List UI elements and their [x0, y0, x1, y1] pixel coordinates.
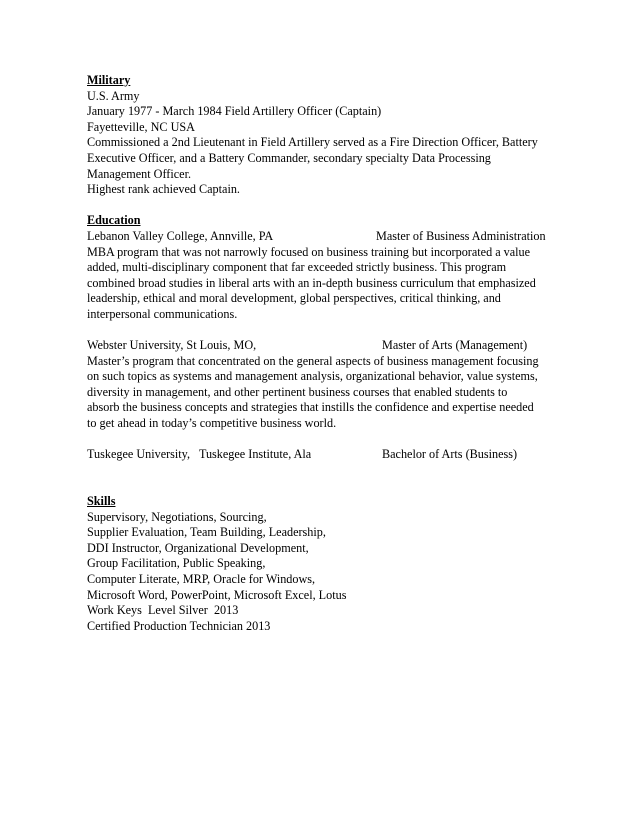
military-line: Executive Officer, and a Battery Commander, secondary specialty Data Processing — [87, 150, 491, 165]
education-description-line: added, multi-disciplinary component that far exceeded strictly business. This program — [87, 260, 507, 275]
skills-heading: Skills — [87, 494, 116, 509]
education-school: Lebanon Valley College, Annville, PA — [87, 228, 274, 243]
skills-line: Computer Literate, MRP, Oracle for Windows, — [87, 572, 316, 586]
education-description-line: to get ahead in today’s competitive business world. — [87, 416, 337, 431]
education-entry-header — [87, 229, 557, 245]
skills-line: DDI Instructor, Organizational Development, — [87, 540, 309, 555]
skills-line: Supplier Evaluation, Team Building, Leadership, — [87, 525, 326, 540]
education-degree: Master of Arts (Management) — [382, 338, 528, 353]
education-description-line: interpersonal communications. — [87, 306, 238, 321]
education-description-line: MBA program that was not narrowly focused on business training but incorporated a value — [87, 244, 531, 259]
education-description-line: on such topics as systems and management analysis, organizational behavior, value systems, — [87, 369, 538, 384]
skills-line: Certified Production Technician 2013 — [87, 618, 271, 633]
military-line: Management Officer. — [87, 166, 192, 181]
military-line: Fayetteville, NC USA — [87, 119, 195, 134]
education-description-line: absorb the business concepts and strategies that instills the confidence and expertise needed — [87, 400, 534, 415]
education-description-line: Master’s program that concentrated on the general aspects of business management focusing — [87, 353, 539, 368]
education-heading: Education — [87, 213, 141, 228]
skills-line: Microsoft Word, PowerPoint, Microsoft Excel, Lotus — [87, 587, 347, 602]
education-degree: Master of Business Administration — [376, 228, 546, 243]
skills-line: Group Facilitation, Public Speaking, — [87, 556, 266, 571]
education-entry-header — [87, 338, 557, 354]
military-line: Highest rank achieved Captain. — [87, 182, 240, 197]
education-description-line: combined broad studies in liberal arts with an in-depth business curriculum that emphasized — [87, 275, 536, 290]
education-degree: Bachelor of Arts (Business) — [382, 447, 518, 462]
education-school: Webster University, St Louis, MO, — [87, 338, 257, 353]
education-school: Tuskegee University, Tuskegee Institute, Ala — [87, 447, 312, 462]
skills-line: Work Keys Level Silver 2013 — [87, 603, 239, 618]
education-entry-header — [87, 447, 557, 463]
education-description-line: diversity in management, and other pertinent business courses that enabled students to — [87, 384, 508, 399]
military-line: U.S. Army — [87, 88, 140, 103]
military-line: Commissioned a 2nd Lieutenant in Field Artillery served as a Fire Direction Officer, Battery — [87, 135, 538, 150]
education-description-line: leadership, ethical and moral development, global perspectives, critical thinking, and — [87, 291, 501, 306]
resume-content — [87, 73, 557, 634]
military-line: January 1977 - March 1984 Field Artillery Officer (Captain) — [87, 104, 382, 119]
military-heading: Military — [87, 73, 131, 87]
skills-line: Supervisory, Negotiations, Sourcing, — [87, 509, 267, 524]
